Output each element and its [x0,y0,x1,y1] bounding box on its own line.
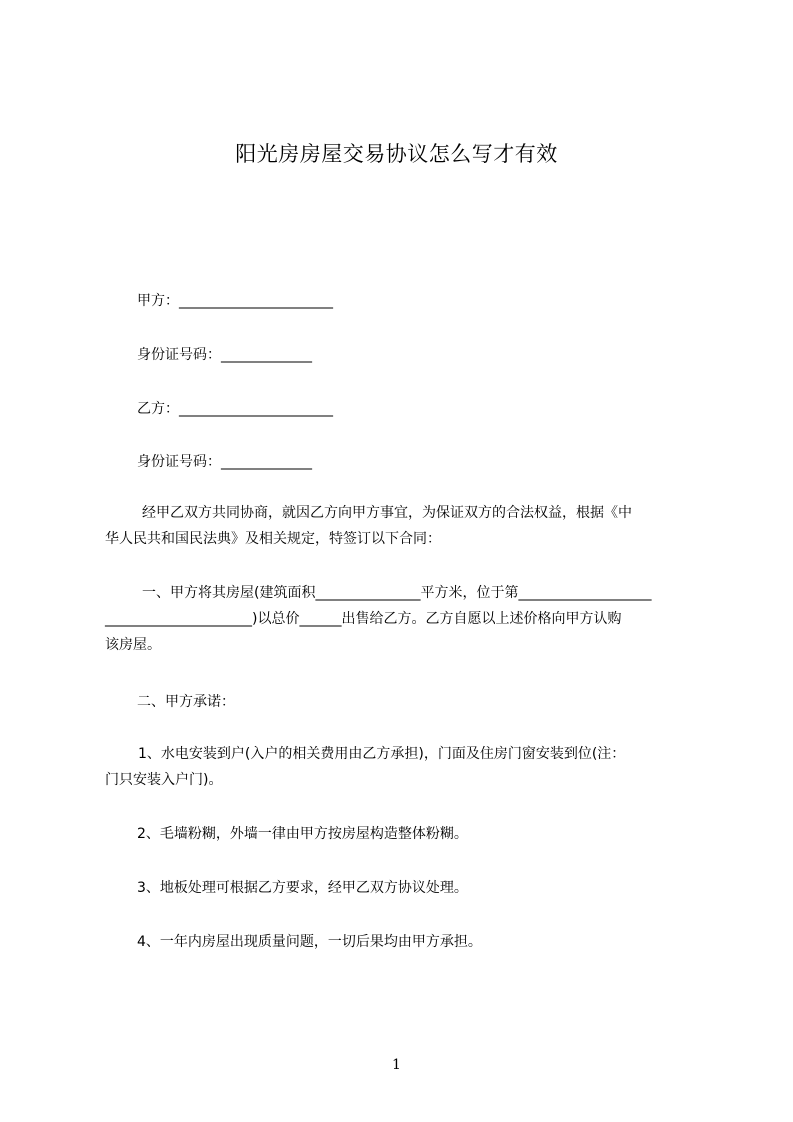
party-a-id-label: 身份证号码： [137,347,221,363]
clause-1-line-3: 该房屋。 [105,637,161,653]
party-a-id-field [137,345,312,365]
party-b-id-blank: _____________ [221,454,312,470]
party-b-label: 乙方： [137,401,179,417]
intro-line-1: 经甲乙双方共同协商，就因乙方向甲方事宜，为保证双方的合法权益，根据《中 [142,505,632,521]
intro-line-2: 华人民共和国民法典》及相关规定，特签订以下合同： [105,531,441,547]
intro-paragraph [105,500,700,552]
item-1-line-2: 门只安装入户门)。 [105,772,223,788]
item-4: 4、一年内房屋出现质量问题，一切后果均由甲方承担。 [137,934,482,950]
clause-1-line-2: _____________________)以总价______出售给乙方。乙方自愿以上述价格向甲方认购 [105,611,622,627]
item-1-line-1: 1、水电安装到户(入户的相关费用由乙方承担)，门面及住房门窗安装到位(注： [138,746,626,762]
item-2: 2、毛墙粉糊，外墙一律由甲方按房屋构造整体粉糊。 [137,826,468,842]
clause-2-heading: 二、甲方承诺： [137,694,235,710]
item-3: 3、地板处理可根据乙方要求，经甲乙双方协议处理。 [137,880,468,896]
party-b-id-field [137,452,312,472]
party-a-blank: ______________________ [179,293,333,309]
party-a-field [137,291,333,311]
party-b-blank: ______________________ [179,401,333,417]
party-a-id-blank: _____________ [221,347,312,363]
party-b-field [137,399,333,419]
clause-1-paragraph [105,580,700,658]
party-a-label: 甲方： [137,293,179,309]
item-1-paragraph [105,741,700,793]
party-b-id-label: 身份证号码： [137,454,221,470]
page-number: 1 [392,1057,401,1073]
clause-1-line-1: 一、甲方将其房屋(建筑面积_______________平方米，位于第___________________ [142,585,652,601]
page-title: 阳光房房屋交易协议怎么写才有效 [235,142,558,166]
